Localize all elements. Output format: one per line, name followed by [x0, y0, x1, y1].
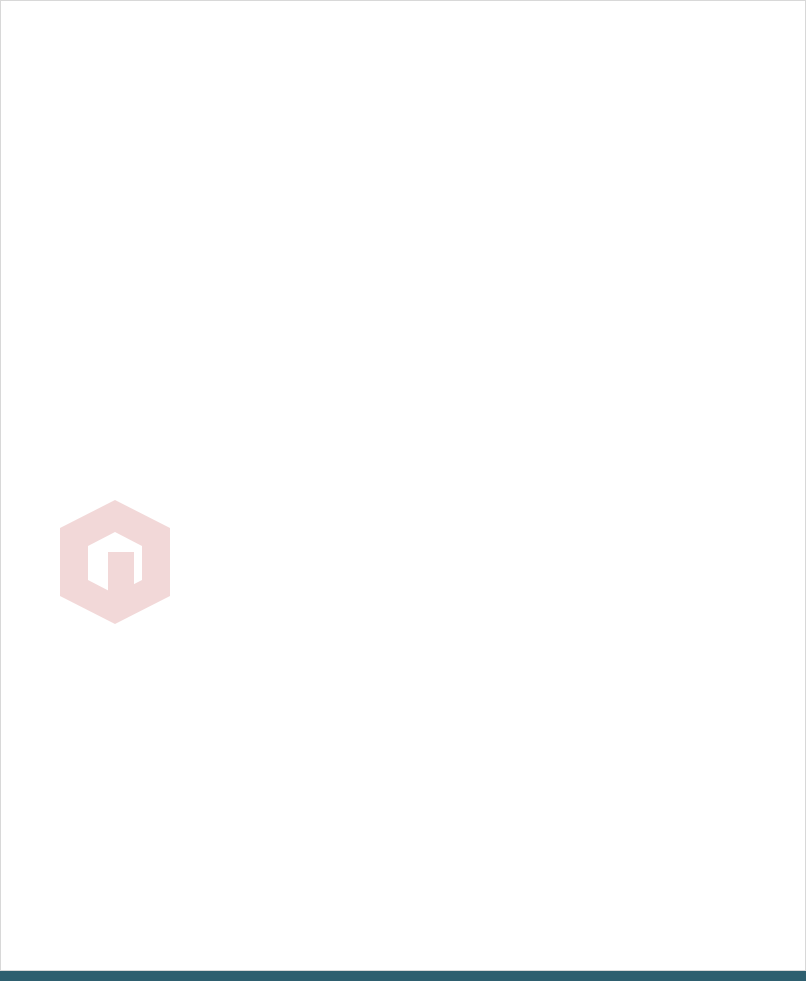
- ad-number: [784, 34, 792, 49]
- watermark-logo-icon: [60, 500, 170, 624]
- header-row-2: [0, 74, 806, 98]
- body-label-row: [14, 160, 792, 175]
- issuer: [418, 74, 426, 89]
- case-number: [418, 34, 426, 49]
- bottom-bar: [0, 971, 806, 981]
- issue-date: [784, 74, 792, 89]
- aria-tender-watermark: [40, 488, 660, 638]
- subject-row: [14, 122, 792, 137]
- header-row-1: [0, 34, 806, 58]
